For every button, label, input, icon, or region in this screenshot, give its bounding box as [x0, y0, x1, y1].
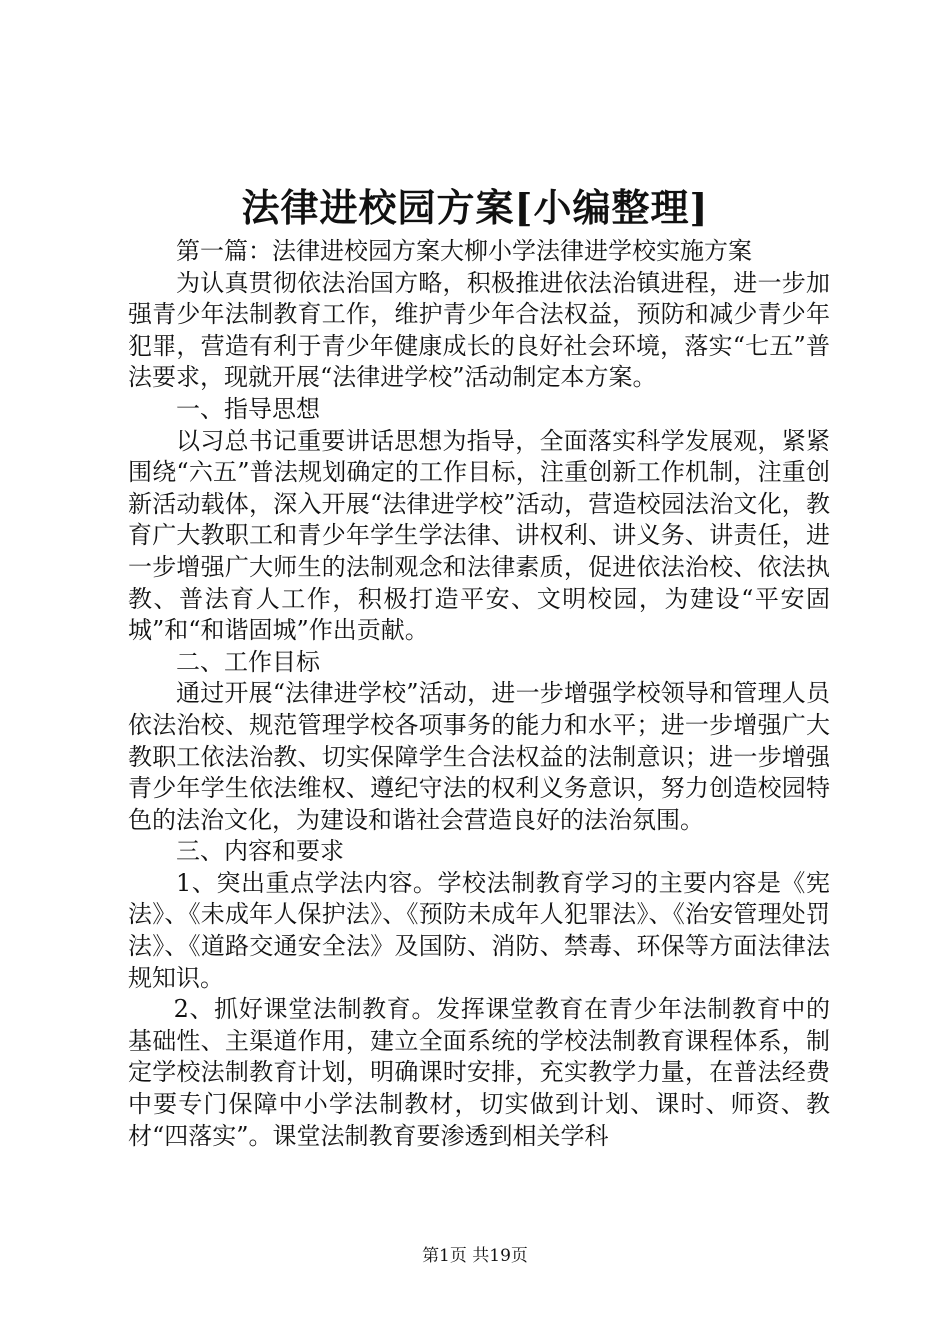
section-heading-work-goals: 二、工作目标 [176, 647, 320, 676]
page-number-footer: 第1页 共19页 [422, 1246, 528, 1266]
paragraph-item-2: 2、抓好课堂法制教育。发挥课堂教育在青少年法制教育中的基础性、主渠道作用，建立全面系统的学校法制教育课程体系，制定学校法制教育计划，明确课时安排，充实教学力量，在普法经费中要专门保障中小学法制教材，切实做到计划、课时、师资、教材“四落实”。课堂法制教育要渗透到相关学科 [128, 995, 830, 1150]
document-title: 法律进校园方案[小编整理] [241, 185, 709, 230]
paragraph-guiding-ideology: 以习总书记重要讲话思想为指导，全面落实科学发展观，紧紧围绕“六五”普法规划确定的工作目标，注重创新工作机制，注重创新活动载体，深入开展“法律进学校”活动，营造校园法治文化，教育广大教职工和青少年学生学法律、讲权利、讲义务、讲责任，进一步增强广大师生的法制观念和法律素质，促进依法治校、依法执教、普法育人工作，积极打造平安、文明校园，为建设“平安固城”和“和谐固城”作出贡献。 [128, 426, 830, 645]
paragraph-intro: 为认真贯彻依法治国方略，积极推进依法治镇进程，进一步加强青少年法制教育工作，维护青少年合法权益，预防和减少青少年犯罪，营造有利于青少年健康成长的良好社会环境，落实“七五”普法要求，现就开展“法律进学校”活动制定本方案。 [128, 268, 830, 392]
section-heading-guiding-ideology: 一、指导思想 [176, 394, 320, 423]
paragraph-item-1: 1、突出重点学法内容。学校法制教育学习的主要内容是《宪法》、《未成年人保护法》、《预防未成年人犯罪法》、《治安管理处罚法》、《道路交通安全法》及国防、消防、禁毒、环保等方面法律法规知识。 [128, 868, 830, 992]
paragraph-work-goals: 通过开展“法律进学校”活动，进一步增强学校领导和管理人员依法治校、规范管理学校各项事务的能力和水平；进一步增强广大教职工依法治教、切实保障学生合法权益的法制意识；进一步增强青少年学生依法维权、遵纪守法的权利义务意识，努力创造校园特色的法治文化，为建设和谐社会营造良好的法治氛围。 [128, 679, 830, 834]
section-heading-content-requirements: 三、内容和要求 [176, 837, 344, 866]
section-heading-part-one: 第一篇：法律进校园方案大柳小学法律进学校实施方案 [176, 237, 752, 265]
document-body [128, 236, 830, 1152]
